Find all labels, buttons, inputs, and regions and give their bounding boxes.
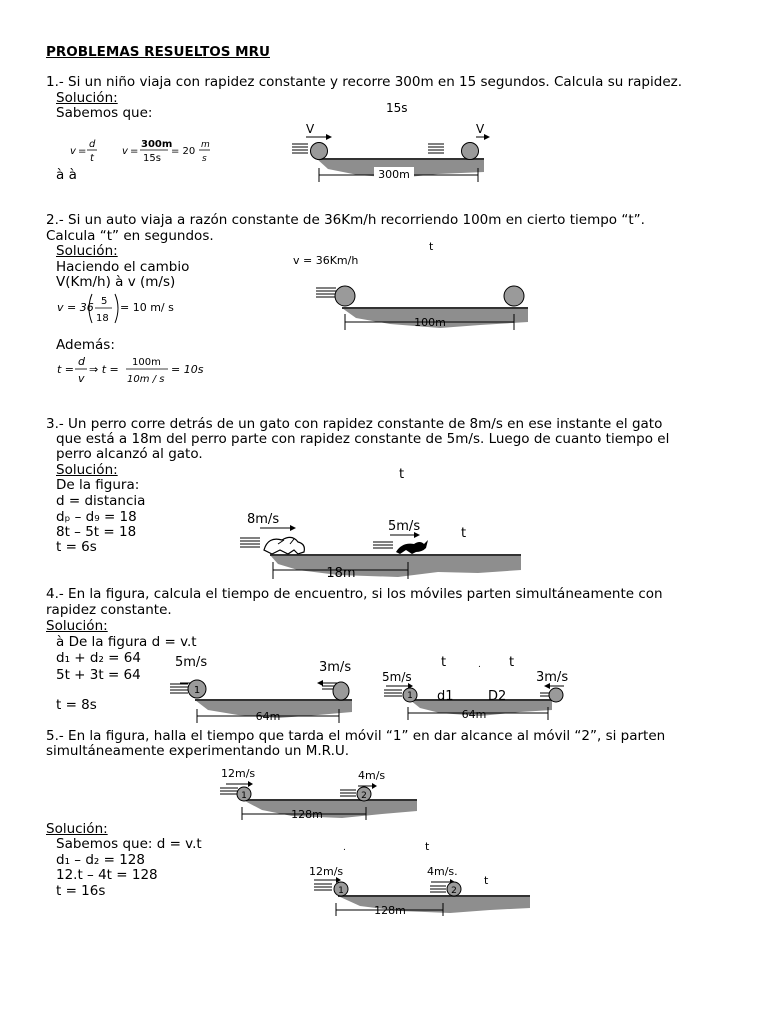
figure-speed-right: V	[476, 122, 485, 136]
figure-time-label-top: t	[425, 840, 430, 853]
figure-time-label-top: t	[399, 467, 405, 482]
svg-text:v: v	[122, 146, 128, 157]
figure-speed-2: 3m/s	[536, 670, 569, 685]
svg-text:.: .	[343, 843, 346, 853]
page-title: PROBLEMAS RESUELTOS MRU	[46, 44, 270, 60]
problem-2-figure	[290, 236, 540, 334]
figure-speed-2: 3m/s	[319, 660, 352, 675]
problem-3-solution-label: Solución:	[56, 462, 118, 478]
problem-2-solution-label: Solución:	[56, 243, 118, 259]
problem-1-formula	[68, 134, 228, 168]
svg-text:v: v	[70, 146, 76, 157]
problem-2-statement-2: Calcula “t” en segundos.	[46, 228, 214, 244]
problem-5-line-4: t = 16s	[56, 883, 106, 899]
problem-1-solution-label: Solución:	[56, 90, 118, 106]
problem-3-statement-1: 3.- Un perro corre detrás de un gato con rapidez constante de 8m/s en ese instante el gato	[46, 416, 663, 432]
svg-text:=: =	[78, 146, 87, 157]
problem-5-line-2: d₁ – d₂ = 128	[56, 852, 145, 868]
problem-3-line-1: De la figura:	[56, 477, 140, 493]
problem-4-figure-b	[380, 650, 576, 726]
problem-4-line-4: t = 8s	[56, 697, 97, 713]
problem-4-line-3: 5t + 3t = 64	[56, 667, 141, 683]
figure-speed-dog: 8m/s	[247, 512, 280, 527]
problem-5-statement-1: 5.- En la figura, halla el tiempo que tarda el móvil “1” en dar alcance al móvil “2”, si parten	[46, 728, 666, 744]
dog-icon	[264, 537, 304, 554]
svg-text:= 10 m/ s: = 10 m/ s	[120, 301, 174, 314]
svg-text:5: 5	[101, 296, 108, 307]
svg-text:300m: 300m	[141, 139, 173, 150]
problem-2-calc	[56, 290, 186, 328]
svg-text:d: d	[78, 355, 85, 368]
figure-distance-label: 128m	[291, 808, 323, 821]
problem-4-line-2: d₁ + d₂ = 64	[56, 650, 141, 666]
problem-2-conversion: V(Km/h) à v (m/s)	[56, 274, 176, 290]
figure-speed-1: 5m/s	[175, 655, 208, 670]
problem-1-sabemos: Sabemos que:	[56, 105, 153, 121]
figure-distance-label: 64m	[461, 708, 487, 721]
problem-4-statement-1: 4.- En la figura, calcula el tiempo de encuentro, si los móviles parten simultáneamente con	[46, 586, 663, 602]
svg-text:.: .	[478, 660, 481, 670]
problem-3-statement-2: que está a 18m del perro parte con rapidez constante de 5m/s. Luego de cuanto tiempo el	[56, 431, 670, 447]
problem-2-time-formula	[56, 353, 216, 389]
problem-3-line-2: d = distancia	[56, 493, 146, 509]
problem-4-figure-a	[168, 650, 360, 726]
figure-time-label: t	[484, 874, 489, 887]
problem-4-solution-label: Solución:	[46, 618, 108, 634]
svg-text:d: d	[89, 139, 96, 150]
figure-distance-label: 300m	[378, 168, 410, 181]
figure-speed-2: 4m/s.	[427, 865, 458, 878]
svg-text:s: s	[202, 154, 207, 164]
problem-5-solution-label: Solución:	[46, 821, 108, 837]
figure-speed-label: v = 36Km/h	[293, 254, 359, 267]
cat-icon	[396, 540, 428, 554]
svg-text:t =: t =	[57, 363, 75, 376]
figure-d1-label: d1	[437, 689, 454, 704]
figure-speed-cat: 5m/s	[388, 519, 421, 534]
problem-3-statement-3: perro alcanzó al gato.	[56, 446, 203, 462]
ball-2-label: 2	[361, 791, 367, 801]
svg-text:v = 36: v = 36	[57, 301, 94, 314]
svg-text:15s: 15s	[143, 153, 161, 164]
problem-2-statement-1: 2.- Si un auto viaja a razón constante de 36Km/h recorriendo 100m en cierto tiempo “t”.	[46, 212, 645, 228]
problem-3-figure	[238, 460, 528, 582]
figure-distance-label: 64m	[255, 710, 281, 723]
ball-1-label: 1	[407, 691, 413, 701]
problem-3-line-4: 8t – 5t = 18	[56, 524, 137, 540]
problem-2-ademas: Además:	[56, 337, 115, 353]
problem-4-statement-2: rapidez constante.	[46, 602, 172, 618]
svg-text:10m / s: 10m / s	[127, 374, 165, 385]
problem-5-line-3: 12.t – 4t = 128	[56, 867, 158, 883]
problem-5-statement-2: simultáneamente experimentando un M.R.U.	[46, 743, 350, 759]
svg-text:=: =	[130, 146, 139, 157]
problem-5-figure-b	[300, 836, 536, 920]
ball-2-label: 2	[451, 886, 457, 896]
problem-3-line-5: t = 6s	[56, 539, 97, 555]
figure-speed-1: 12m/s	[309, 865, 344, 878]
problem-1-figure	[288, 96, 498, 188]
figure-time-1: t	[441, 655, 447, 670]
figure-time-label: t	[429, 240, 434, 253]
svg-text:⇒ t =: ⇒ t =	[89, 363, 119, 376]
svg-text:= 20: = 20	[171, 146, 196, 157]
problem-1-statement: 1.- Si un niño viaja con rapidez constante y recorre 300m en 15 segundos. Calcula su rapidez.	[46, 74, 683, 90]
figure-time-label: t	[461, 526, 467, 541]
figure-time-label: 15s	[386, 101, 408, 115]
svg-text:v: v	[78, 372, 85, 385]
figure-distance-label: 100m	[414, 316, 446, 329]
svg-text:= 10s: = 10s	[171, 363, 204, 376]
figure-d2-label: D2	[488, 689, 507, 704]
problem-1-arrows: à à	[56, 167, 77, 183]
problem-2-haciendo: Haciendo el cambio	[56, 259, 190, 275]
svg-text:100m: 100m	[132, 357, 161, 368]
problem-5-line-1: Sabemos que: d = v.t	[56, 836, 202, 852]
svg-text:18: 18	[96, 313, 109, 324]
problem-4-line-1: à De la figura d = v.t	[56, 634, 197, 650]
svg-text:t: t	[90, 153, 94, 164]
ball-1-label: 1	[241, 791, 247, 801]
figure-speed-1: 12m/s	[221, 767, 256, 780]
figure-speed-left: V	[306, 122, 315, 136]
figure-distance-label: 128m	[374, 904, 406, 917]
svg-text:m: m	[201, 140, 210, 150]
figure-distance-label: 18m	[326, 566, 356, 581]
ball-1-label: 1	[193, 685, 201, 696]
problem-3-line-3: dₚ – d₉ = 18	[56, 509, 137, 525]
figure-speed-1: 5m/s	[382, 670, 412, 684]
problem-5-figure-a	[212, 764, 422, 826]
figure-speed-2: 4m/s	[358, 769, 386, 782]
figure-time-2: t	[509, 655, 515, 670]
ball-1-label: 1	[338, 886, 344, 896]
